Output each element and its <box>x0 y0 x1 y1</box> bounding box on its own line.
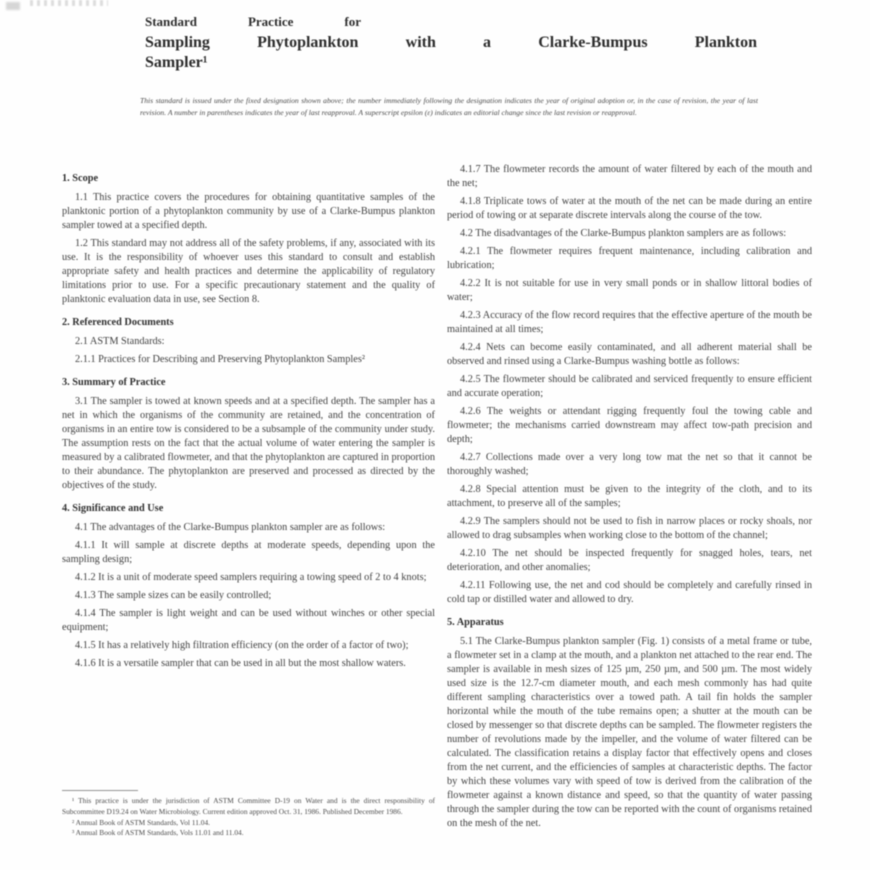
text-block <box>447 277 812 305</box>
text-block-content: 4.2.4 Nets can become easily contaminated, and all adherent material shall be observed and rinsed using a Clarke-Bumpus washing bottle as follows: <box>447 342 812 367</box>
left-column <box>62 163 435 775</box>
text-block <box>62 191 435 233</box>
text-block-content: 4.2.9 The samplers should not be used to fish in narrow places or rocky shoals, nor allowed to drag subsamples when working close to the bottom of the channel; <box>447 516 812 541</box>
text-block <box>62 316 435 330</box>
text-block <box>62 237 435 307</box>
text-block-content: 4.1.8 Triplicate tows of water at the mouth of the net can be made during an entire period of towing or at separate discrete intervals along the course of the tow. <box>447 196 812 221</box>
text-block-content: 4.2.2 It is not suitable for use in very small ponds or in shallow littoral bodies of water; <box>447 278 812 303</box>
text-block <box>62 539 435 567</box>
text-block-content: 5. Apparatus <box>447 617 504 628</box>
footnote-text: ¹ This practice is under the jurisdiction of ASTM Committee D-19 on Water and is the direct responsibility of Subcommittee D19.24 on Water Microbiology. Current edition approved Oct. 31, 1986. Published December 1986. <box>62 796 435 816</box>
text-block <box>447 515 812 543</box>
text-block <box>447 483 812 511</box>
text-block-content: 4.1.2 It is a unit of moderate speed samplers requiring a towing speed of 2 to 4 knots; <box>75 572 427 583</box>
text-block <box>447 341 812 369</box>
issue-note: This standard is issued under the fixed designation shown above; the number immediately following the designation indicates the year of original adoption or, in the case of revision, the year of last revision. A number in parentheses indicates the year of last reapproval. A superscript epsilon (ε) indicates an editorial change since the last revision or reapproval. <box>140 96 758 117</box>
text-block-content: 4.1 The advantages of the Clarke-Bumpus plankton sampler are as follows: <box>75 522 386 533</box>
footnote-list <box>62 796 435 839</box>
text-block <box>62 607 435 635</box>
scan-artifact-corner <box>6 2 20 10</box>
text-block-content: 4.2.5 The flowmeter should be calibrated and serviced frequently to ensure efficient and accurate operation; <box>447 374 812 399</box>
text-block-content: 4.1.6 It is a versatile sampler that can be used in all but the most shallow waters. <box>75 658 406 669</box>
text-block <box>447 195 812 223</box>
text-block-content: 3. Summary of Practice <box>62 377 166 388</box>
footnote <box>62 828 435 839</box>
footnote-text: ³ Annual Book of ASTM Standards, Vols 11.01 and 11.04. <box>72 828 244 838</box>
footnote-rule <box>62 790 138 791</box>
right-column <box>447 163 812 870</box>
text-block <box>447 579 812 607</box>
text-block <box>62 502 435 516</box>
text-block <box>62 335 435 349</box>
text-block <box>62 521 435 535</box>
text-block <box>447 451 812 479</box>
text-block <box>62 395 435 493</box>
text-block-content: 4.2.7 Collections made over a very long tow mat the net so that it cannot be thoroughly washed; <box>447 452 812 477</box>
text-block <box>447 547 812 575</box>
text-block-content: 4.2.8 Special attention must be given to the integrity of the cloth, and to its attachment, to preserve all of the samples; <box>447 484 812 509</box>
footnote <box>62 818 435 829</box>
text-block <box>447 405 812 447</box>
text-block-content: 4.1.7 The flowmeter records the amount of water filtered by each of the mouth and the net; <box>447 164 812 189</box>
text-block-content: 1.1 This practice covers the procedures for obtaining quantitative samples of the planktonic portion of a phytoplankton community by use of a Clarke-Bumpus plankton sampler towed at a specified depth. <box>62 192 435 231</box>
text-block-content: 4.2.6 The weights or attendant rigging frequently foul the towing cable and flowmeter; the mechanisms carried downstream may affect tow-path precision and depth; <box>447 406 812 445</box>
text-block <box>447 309 812 337</box>
title-prefix: Standard Practice for <box>145 14 361 29</box>
footnote-text: ² Annual Book of ASTM Standards, Vol 11.04. <box>72 817 210 827</box>
text-block <box>447 163 812 191</box>
text-block-content: 2.1 ASTM Standards: <box>75 336 165 347</box>
text-block <box>62 589 435 603</box>
footnotes <box>62 790 435 839</box>
text-block-content: 1. Scope <box>62 173 99 184</box>
text-block-content: 1.2 This standard may not address all of the safety problems, if any, associated with its use. It is the responsibility of whoever uses this standard to consult and establish appropriate safety and health practices and determine the applicability of regulatory limitations prior to use. For a specific precautionary statement and the quality of planktonic evaluation data in use, see Section 8. <box>62 238 435 305</box>
text-block <box>62 376 435 390</box>
text-block-content: 4.2.10 The net should be inspected frequently for snagged holes, tears, net deterioration, and other anomalies; <box>447 548 812 573</box>
text-block-content: 3.1 The sampler is towed at known speeds and at a specified depth. The sampler has a net in which the organisms of the community are retained, and the concentration of organisms in an entire tow is considered to be a subsample of the community under study. The assumption rests on the fact that the actual volume of water entering the sampler is measured by a calibrated flowmeter, and that the phytoplankton are captured in proportion to their abundance. The phytoplankton are preserved and processed as directed by the objectives of the study. <box>62 396 435 491</box>
text-block-content: 2. Referenced Documents <box>62 317 174 328</box>
text-block-content: 4.1.5 It has a relatively high filtration efficiency (on the order of a factor of two); <box>75 640 409 651</box>
page-title-tail: Sampler¹ <box>145 54 208 71</box>
text-block <box>447 227 812 241</box>
text-block-content: 2.1.1 Practices for Describing and Preserving Phytoplankton Samples² <box>75 354 365 365</box>
text-block-content: 4.2.11 Following use, the net and cod should be completely and carefully rinsed in cold tap or distilled water and allowed to dry. <box>447 580 812 605</box>
text-block <box>62 172 435 186</box>
footnote <box>62 796 435 818</box>
text-block <box>447 373 812 401</box>
text-block <box>447 635 812 831</box>
page-title: Sampling Phytoplankton with a Clarke-Bumpus Plankton <box>145 34 757 51</box>
text-block <box>62 657 435 671</box>
text-block <box>62 353 435 367</box>
text-block <box>62 571 435 585</box>
text-block-content: 4. Significance and Use <box>62 503 164 514</box>
text-block <box>62 639 435 653</box>
text-block <box>447 616 812 630</box>
scan-artifact-header <box>30 0 108 6</box>
text-block <box>447 245 812 273</box>
document-header <box>145 13 760 73</box>
text-block-content: 4.1.4 The sampler is light weight and can be used without winches or other special equipment; <box>62 608 435 633</box>
text-block-content: 4.2 The disadvantages of the Clarke-Bumpus plankton samplers are as follows: <box>460 228 787 239</box>
text-block-content: 4.1.1 It will sample at discrete depths at moderate speeds, depending upon the sampling design; <box>62 540 435 565</box>
text-block-content: 5.1 The Clarke-Bumpus plankton sampler (Fig. 1) consists of a metal frame or tube, a flowmeter set in a clamp at the mouth, and a plankton net attached to the rear end. The sampler is available in mesh sizes of 125 µm, 250 µm, and 500 µm. The most widely used size is the 12.7-cm diameter mouth, and each mesh commonly has had quite different sampling characteristics over a towed path. A tail fin holds the sampler horizontal while the mouth of the tube remains open; a shutter at the mouth can be closed by messenger so that discrete depths can be sampled. The flowmeter registers the number of revolutions made by the impeller, and the volume of water filtered can be calculated. The classification retains a display factor that effectively opens and closes from the net current, and the efficiencies of samples at characteristic depths. The factor by which these volumes vary with speed of tow is derived from the calibration of the flowmeter against a known distance and speed, so that the quantity of water passing through the sampler during the tow can be reported with the count of organisms retained on the mesh of the net. <box>447 636 812 829</box>
text-block-content: 4.2.1 The flowmeter requires frequent maintenance, including calibration and lubrication; <box>447 246 812 271</box>
text-block-content: 4.1.3 The sample sizes can be easily controlled; <box>75 590 272 601</box>
text-block-content: 4.2.3 Accuracy of the flow record requires that the effective aperture of the mouth be maintained at all times; <box>447 310 812 335</box>
